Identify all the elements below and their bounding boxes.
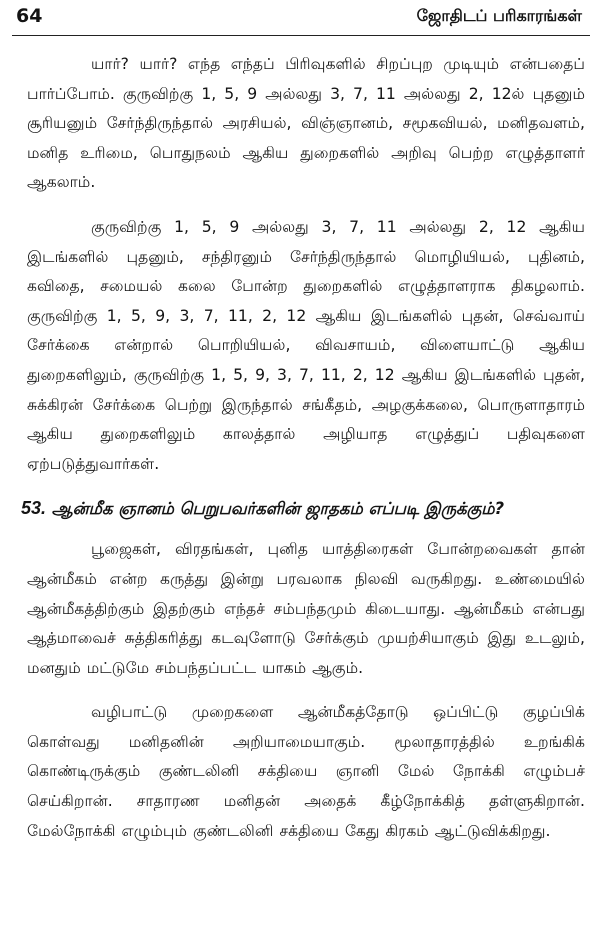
header-rule [12, 35, 590, 36]
section-heading [21, 494, 585, 523]
paragraph-2-text: குருவிற்கு 1, 5, 9 அல்லது 3, 7, 11 அல்லது 2, 12 ஆகிய இடங்களில் புதனும், சந்திரனும் சேர்ந்திருந்தால் மொழியியல், புதினம், கவிதை, சமையல் கலை போன்ற துறைகளில் எழுத்தாளராக திகழலாம். குருவிற்கு 1, 5, 9, 3, 7, 11, 2, 12 ஆகிய இடங்களில் புதன், செவ்வாய் சேர்க்கை என்றால் பொறியியல், விவசாயம், விளையாட்டு ஆகிய துறைகளிலும், குருவிற்கு 1, 5, 9, 3, 7, 11, 2, 12 ஆகிய இடங்களில் புதன், சுக்கிரன் சேர்க்கை பெற்று இருந்தால் சங்கீதம், அழகுக்கலை, பொருளாதாரம் ஆகிய துறைகளிலும் காலத்தால் அழியாத எழுத்துப் பதிவுகளை ஏற்படுத்துவார்கள். [27, 217, 585, 473]
paragraph-3 [27, 535, 585, 683]
paragraph-1 [27, 50, 585, 198]
running-title: ஜோதிடப் பரிகாரங்கள் [416, 6, 582, 25]
paragraph-3-text: பூஜைகள், விரதங்கள், புனித யாத்திரைகள் போன்றவைகள் தான் ஆன்மீகம் என்ற கருத்து இன்று பரவலாக நிலவி வருகிறது. உண்மையில் ஆன்மீகத்திற்கும் இதற்கும் எந்தச் சம்பந்தமும் கிடையாது. ஆன்மீகம் என்பது ஆத்மாவைச் சுத்திகரித்து கடவுளோடு சேர்க்கும் முயற்சியாகும் இது உடலும், மனதும் மட்டுமே சம்பந்தப்பட்ட யாகம் ஆகும். [27, 540, 585, 677]
paragraph-4-text: வழிபாட்டு முறைகளை ஆன்மீகத்தோடு ஒப்பிட்டு குழப்பிக் கொள்வது மனிதனின் அறியாமையாகும். மூலாதாரத்தில் உறங்கிக் கொண்டிருக்கும் குண்டலினி சக்தியை ஞானி மேல் நோக்கி எழும்பச் செய்கிறான். சாதாரண மனிதன் அதைக் கீழ்நோக்கித் தள்ளுகிறான். மேல்நோக்கி எழும்பும் குண்டலினி சக்தியை கேது கிரகம் ஆட்டுவிக்கிறது. [27, 703, 585, 840]
page-header [0, 0, 600, 34]
section-title: ஆன்மீக ஞானம் பெறுபவர்களின் ஜாதகம் எப்படி இருக்கும்? [51, 499, 505, 519]
page-number: 64 [16, 5, 43, 27]
paragraph-4 [27, 698, 585, 846]
section-number: 53. [21, 498, 47, 519]
page-body [21, 50, 585, 861]
paragraph-2 [27, 213, 585, 479]
paragraph-1-text: யார்? யார்? எந்த எந்தப் பிரிவுகளில் சிறப்புற முடியும் என்பதைப் பார்ப்போம். குருவிற்கு 1, 5, 9 அல்லது 3, 7, 11 அல்லது 2, 12ல் புதனும் சூரியனும் சேர்ந்திருந்தால் அரசியல், விஞ்ஞானம், சமூகவியல், மனிதவளம், மனித உரிமை, பொதுநலம் ஆகிய துறைகளில் அறிவு பெற்ற எழுத்தாளர் ஆகலாம். [27, 55, 585, 192]
